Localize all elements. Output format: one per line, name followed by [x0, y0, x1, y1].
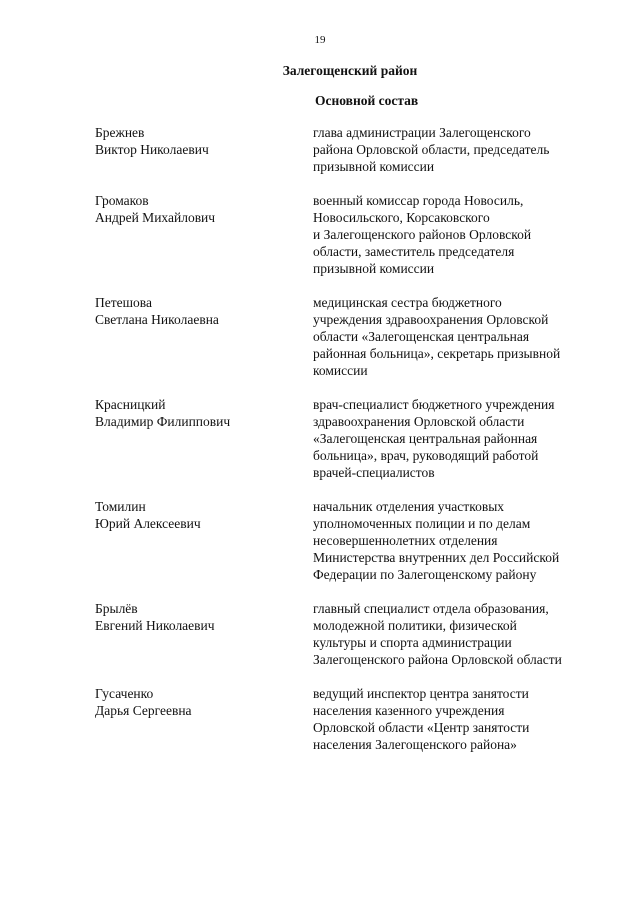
role-line: районная больница», секретарь призывной [313, 346, 561, 361]
role-line: несовершеннолетних отделения [313, 533, 498, 548]
member-given-names: Евгений Николаевич [95, 618, 215, 633]
member-entry [95, 685, 605, 753]
role-line: «Залегощенская центральная районная [313, 431, 538, 446]
member-surname: Томилин [95, 499, 146, 514]
role-line: врачей-специалистов [313, 465, 435, 480]
member-entry [95, 294, 605, 379]
role-line: военный комиссар города Новосиль, [313, 193, 524, 208]
role-line: ведущий инспектор центра занятости [313, 686, 529, 701]
section-title: Основной состав [315, 93, 419, 108]
role-line: больница», врач, руководящий работой [313, 448, 539, 463]
member-entry [95, 192, 605, 277]
role-line: Министерства внутренних дел Российской [313, 550, 560, 565]
role-line: Федерации по Залегощенскому району [313, 567, 537, 582]
role-line: культуры и спорта администрации [313, 635, 512, 650]
role-line: комиссии [313, 363, 368, 378]
member-name [95, 685, 313, 753]
member-role [313, 498, 598, 583]
role-line: молодежной политики, физической [313, 618, 517, 633]
district-title: Залегощенский район [282, 63, 418, 78]
role-line: Залегощенского района Орловской области [313, 652, 562, 667]
member-surname: Громаков [95, 193, 149, 208]
role-line: области, заместитель председателя [313, 244, 515, 259]
role-line: учреждения здравоохранения Орловской [313, 312, 549, 327]
role-line: Новосильского, Корсаковского [313, 210, 490, 225]
member-role [313, 685, 598, 753]
member-name [95, 600, 313, 668]
role-line: призывной комиссии [313, 159, 435, 174]
member-surname: Брылёв [95, 601, 138, 616]
member-role [313, 294, 598, 379]
member-name [95, 396, 313, 481]
member-entry [95, 498, 605, 583]
role-line: района Орловской области, председатель [313, 142, 550, 157]
member-name [95, 124, 313, 175]
member-given-names: Светлана Николаевна [95, 312, 219, 327]
member-entry [95, 396, 605, 481]
member-entry [95, 600, 605, 668]
role-line: населения казенного учреждения [313, 703, 505, 718]
member-name [95, 498, 313, 583]
page-number: 19 [314, 34, 326, 46]
member-role [313, 124, 598, 175]
role-line: населения Залегощенского района» [313, 737, 517, 752]
role-line: призывной комиссии [313, 261, 435, 276]
member-role [313, 192, 598, 277]
member-name [95, 192, 313, 277]
role-line: врач-специалист бюджетного учреждения [313, 397, 555, 412]
member-given-names: Дарья Сергеевна [95, 703, 192, 718]
role-line: медицинская сестра бюджетного [313, 295, 502, 310]
member-given-names: Юрий Алексеевич [95, 516, 201, 531]
member-given-names: Владимир Филиппович [95, 414, 231, 429]
role-line: главный специалист отдела образования, [313, 601, 549, 616]
member-surname: Красницкий [95, 397, 166, 412]
role-line: начальник отделения участковых [313, 499, 505, 514]
member-surname: Брежнев [95, 125, 145, 140]
member-name [95, 294, 313, 379]
role-line: здравоохранения Орловской области [313, 414, 525, 429]
members-list [95, 124, 605, 753]
role-line: области «Залегощенская центральная [313, 329, 530, 344]
role-line: и Залегощенского районов Орловской [313, 227, 532, 242]
member-given-names: Виктор Николаевич [95, 142, 209, 157]
member-surname: Гусаченко [95, 686, 154, 701]
role-line: Орловской области «Центр занятости [313, 720, 530, 735]
role-line: уполномоченных полиции и по делам [313, 516, 531, 531]
member-surname: Петешова [95, 295, 152, 310]
member-role [313, 600, 598, 668]
role-line: глава администрации Залегощенского [313, 125, 531, 140]
member-entry [95, 124, 605, 175]
member-role [313, 396, 598, 481]
member-given-names: Андрей Михайлович [95, 210, 216, 225]
